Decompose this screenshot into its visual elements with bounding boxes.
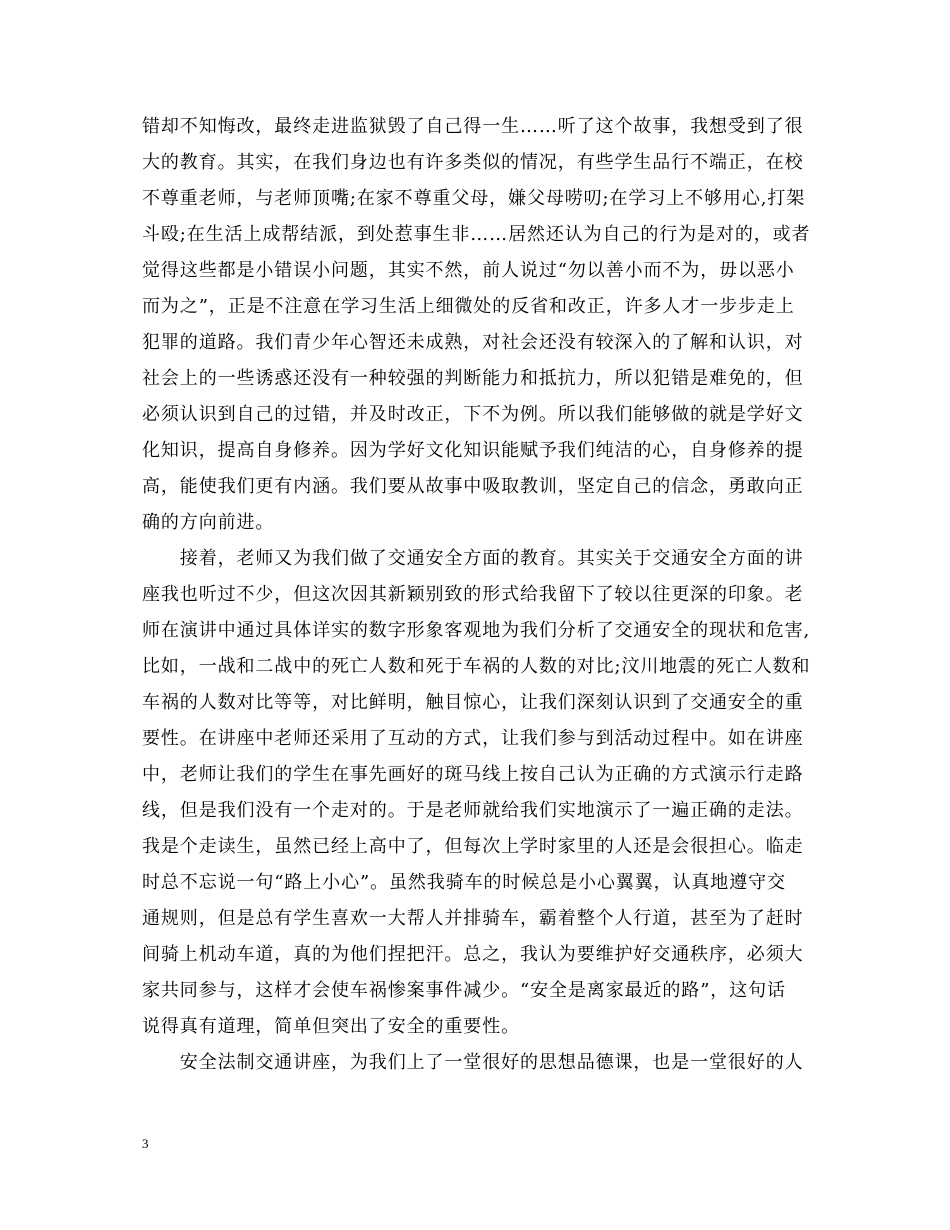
text-line: 安全法制交通讲座，为我们上了一堂很好的思想品德课，也是一堂很好的人	[142, 1052, 804, 1073]
text-line: 我是个走读生，虽然已经上高中了，但每次上学时家里的人还是会很担心。临走	[142, 836, 804, 857]
text-line: 要性。在讲座中老师还采用了互动的方式，让我们参与到活动过程中。如在讲座	[142, 728, 804, 749]
text-line: 觉得这些都是小错误小问题，其实不然，前人说过“勿以善小而不为，毋以恶小	[142, 260, 795, 281]
text-line: 化知识，提高自身修养。因为学好文化知识能赋予我们纯洁的心，自身修养的提	[142, 440, 804, 461]
text-line: 不尊重老师，与老师顶嘴;在家不尊重父母，嫌父母唠叨;在学习上不够用心,打架	[142, 188, 806, 209]
text-line: 大的教育。其实，在我们身边也有许多类似的情况，有些学生品行不端正，在校	[142, 152, 804, 173]
text-line: 师在演讲中通过具体详实的数字形象客观地为我们分析了交通安全的现状和危害,	[142, 620, 811, 641]
page-number: 3	[142, 1136, 149, 1151]
text-line: 高，能使我们更有内涵。我们要从故事中吸取教训，坚定自己的信念，勇敢向正	[142, 476, 804, 497]
text-line: 车祸的人数对比等等，对比鲜明，触目惊心，让我们深刻认识到了交通安全的重	[142, 692, 804, 713]
text-line: 而为之”，正是不注意在学习生活上细微处的反省和改正，许多人才一步步走上	[142, 296, 795, 317]
text-line: 说得真有道理，简单但突出了安全的重要性。	[142, 1016, 520, 1037]
text-line: 确的方向前进。	[142, 512, 275, 533]
text-line: 错却不知悔改，最终走进监狱毁了自己得一生……听了这个故事，我想受到了很	[142, 116, 804, 137]
text-line: 犯罪的道路。我们青少年心智还未成熟，对社会还没有较深入的了解和认识，对	[142, 332, 804, 353]
text-line: 间骑上机动车道，真的为他们捏把汗。总之，我认为要维护好交通秩序，必须大	[142, 944, 804, 965]
text-line: 时总不忘说一句“路上小心”。虽然我骑车的时候总是小心翼翼，认真地遵守交	[142, 872, 786, 893]
text-line: 线，但是我们没有一个走对的。于是老师就给我们实地演示了一遍正确的走法。	[142, 800, 804, 821]
text-line: 比如，一战和二战中的死亡人数和死于车祸的人数的对比;汶川地震的死亡人数和	[142, 656, 811, 677]
text-line: 接着，老师又为我们做了交通安全方面的教育。其实关于交通安全方面的讲	[142, 548, 804, 569]
text-line: 座我也听过不少，但这次因其新颖别致的形式给我留下了较以往更深的印象。老	[142, 584, 804, 605]
text-line: 社会上的一些诱惑还没有一种较强的判断能力和抵抗力，所以犯错是难免的，但	[142, 368, 804, 389]
text-line: 通规则，但是总有学生喜欢一大帮人并排骑车，霸着整个人行道，甚至为了赶时	[142, 908, 804, 929]
text-line: 中，老师让我们的学生在事先画好的斑马线上按自己认为正确的方式演示行走路	[142, 764, 804, 785]
text-line: 必须认识到自己的过错，并及时改正，下不为例。所以我们能够做的就是学好文	[142, 404, 804, 425]
text-line: 斗殴;在生活上成帮结派，到处惹事生非……居然还认为自己的行为是对的，或者	[142, 224, 811, 245]
text-line: 家共同参与，这样才会使车祸惨案事件减少。“安全是离家最近的路”，这句话	[142, 980, 786, 1001]
